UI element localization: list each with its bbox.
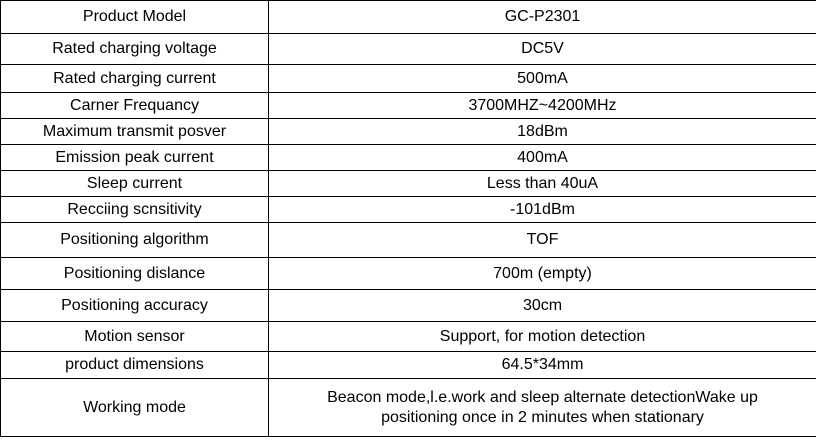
row-value: Beacon mode,l.e.work and sleep alternate detectionWake up positioning once in 2 minutes when stationary	[269, 379, 816, 437]
table-row	[1, 65, 816, 93]
table-row	[1, 34, 816, 65]
row-label: Positioning algorithm	[1, 223, 269, 258]
table-row	[1, 322, 816, 352]
row-value: TOF	[269, 223, 816, 258]
table-row	[1, 197, 816, 223]
row-value: Less than 40uA	[269, 171, 816, 197]
table-row	[1, 1, 816, 34]
table-row	[1, 258, 816, 290]
row-value: GC-P2301	[269, 1, 816, 34]
row-label: Motion sensor	[1, 322, 269, 352]
row-value: 3700MHZ~4200MHz	[269, 93, 816, 119]
row-label: Rated charging current	[1, 65, 269, 93]
table-row	[1, 119, 816, 145]
row-label: Maximum transmit posver	[1, 119, 269, 145]
row-value: -101dBm	[269, 197, 816, 223]
row-value: Support, for motion detection	[269, 322, 816, 352]
row-value: 500mA	[269, 65, 816, 93]
row-label: Positioning dislance	[1, 258, 269, 290]
table-row	[1, 290, 816, 322]
row-label: Emission peak current	[1, 145, 269, 171]
row-value: 700m (empty)	[269, 258, 816, 290]
table-row	[1, 379, 816, 437]
row-label: Product Model	[1, 1, 269, 34]
row-label: Rated charging voltage	[1, 34, 269, 65]
row-value: 18dBm	[269, 119, 816, 145]
table-row	[1, 223, 816, 258]
row-value: DC5V	[269, 34, 816, 65]
table-row	[1, 145, 816, 171]
row-label: Working mode	[1, 379, 269, 437]
row-label: Sleep current	[1, 171, 269, 197]
row-label: Carner Frequancy	[1, 93, 269, 119]
row-value: 64.5*34mm	[269, 352, 816, 379]
row-value: 400mA	[269, 145, 816, 171]
table-row	[1, 93, 816, 119]
table-row	[1, 171, 816, 197]
row-label: product dimensions	[1, 352, 269, 379]
row-label: Recciing scnsitivity	[1, 197, 269, 223]
table-row	[1, 352, 816, 379]
row-value: 30cm	[269, 290, 816, 322]
row-label: Positioning accuracy	[1, 290, 269, 322]
